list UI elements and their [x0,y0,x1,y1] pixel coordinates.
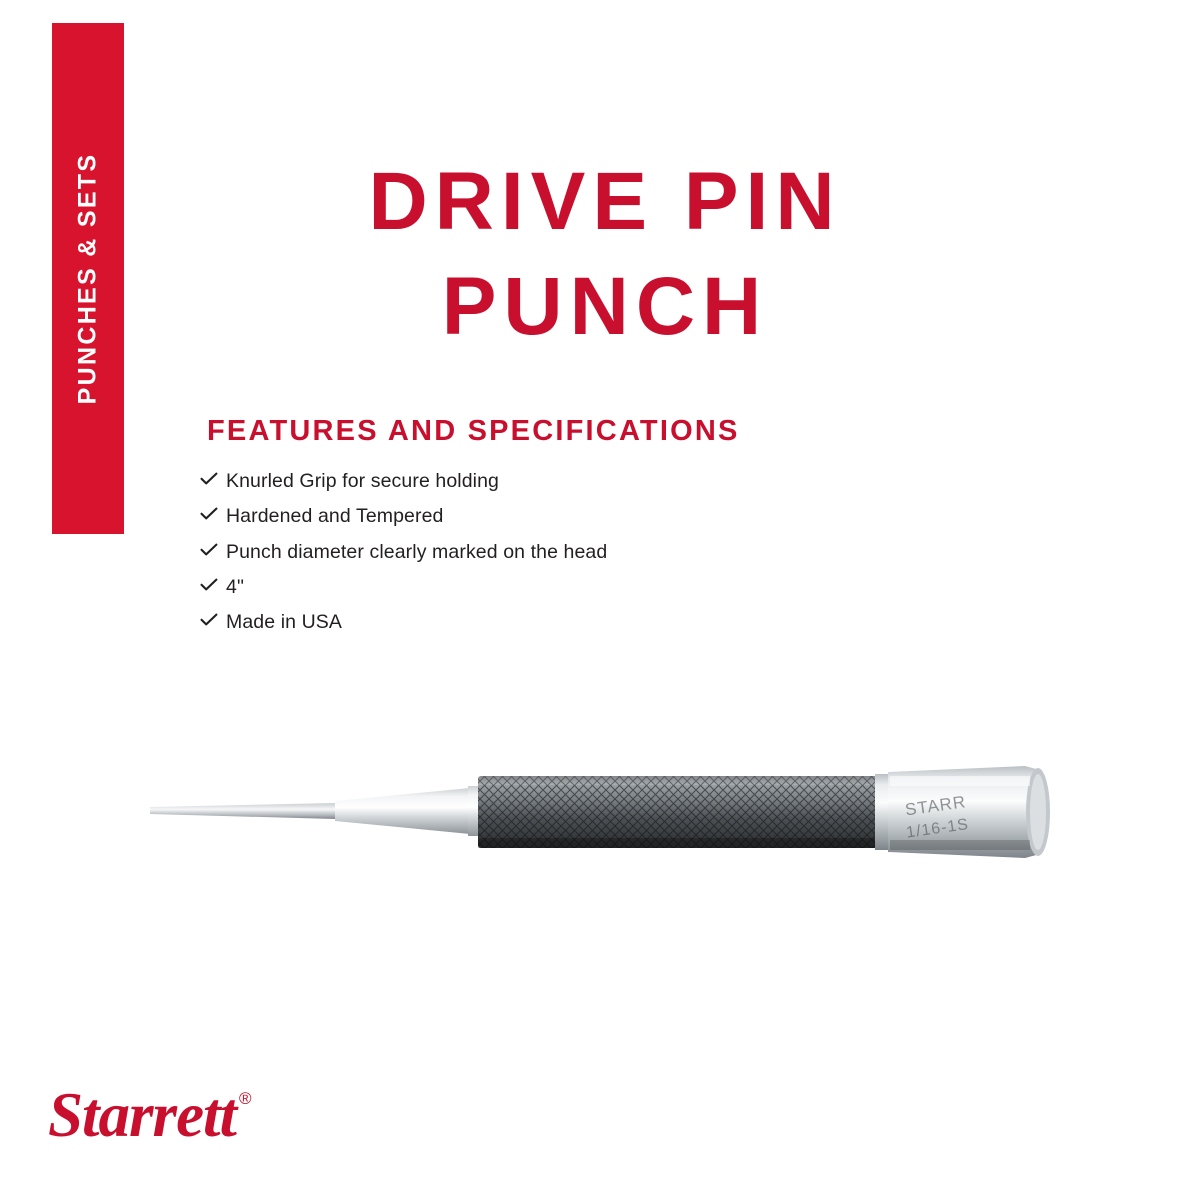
feature-label: Hardened and Tempered [226,505,444,528]
check-icon [200,472,226,486]
feature-label: Made in USA [226,611,342,634]
brand-name: Starrett [48,1080,237,1150]
list-item [200,539,900,565]
brand-logo [48,1080,252,1150]
features-heading: FEATURES AND SPECIFICATIONS [207,415,740,447]
page-title [150,150,1060,360]
category-tab [52,23,124,534]
check-icon [200,578,226,592]
feature-label: 4" [226,575,244,598]
feature-label: Punch diameter clearly marked on the head [226,540,608,563]
feature-label: Knurled Grip for secure holding [226,470,499,492]
list-item [200,609,900,635]
check-icon [200,543,226,557]
svg-text:STARR: STARR [903,792,968,820]
product-title-line-2: PUNCH [441,260,769,352]
list-item [200,574,900,600]
product-title-line-1: DRIVE PIN [368,156,842,247]
list-item [200,503,900,529]
check-icon [200,613,226,627]
registered-trademark-icon: ® [239,1089,252,1108]
check-icon [200,507,226,521]
list-item [200,468,900,494]
product-image [120,700,1100,960]
features-list [200,468,900,645]
svg-text:1/16-1S: 1/16-1S [905,815,971,842]
category-tab-label: PUNCHES & SETS [73,152,102,405]
